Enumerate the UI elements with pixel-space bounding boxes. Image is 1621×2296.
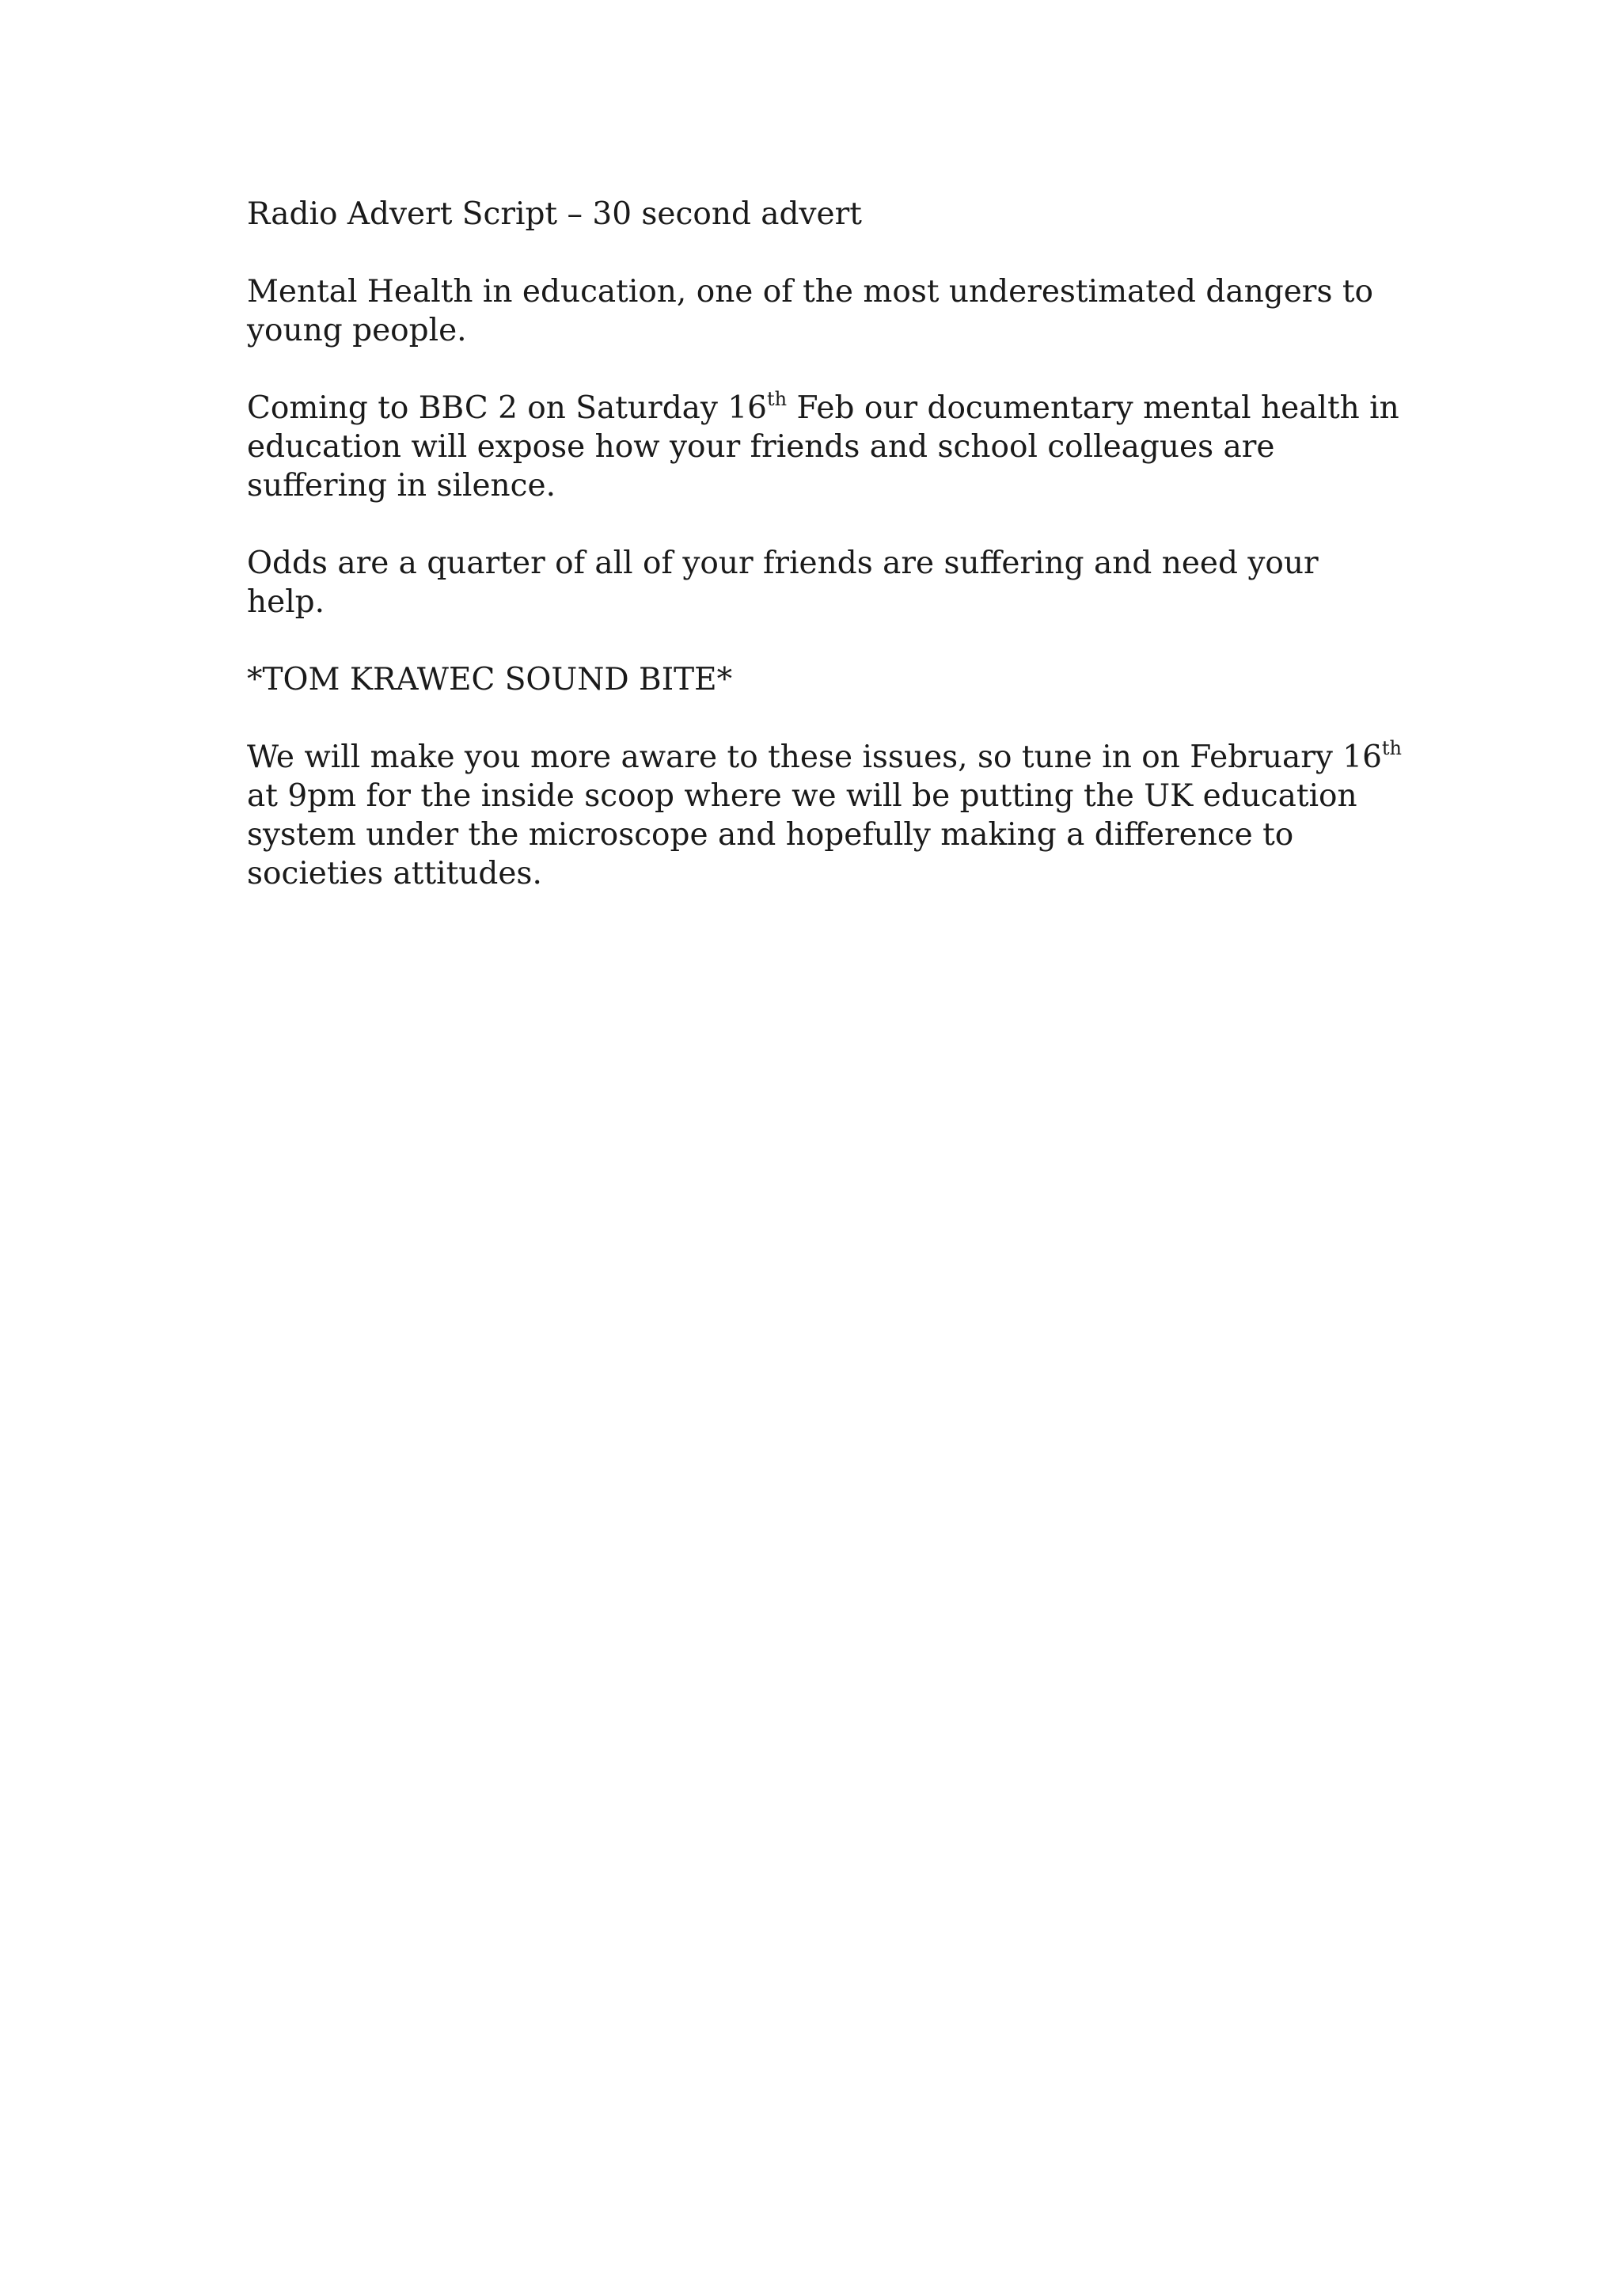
- paragraph-call-to-action-end: at 9pm for the inside scoop where we will be putting the UK education system under the microscope and hopefully making a difference to societies attitudes.: [247, 778, 1357, 891]
- paragraph-intro: Mental Health in education, one of the most underestimated dangers to young people.: [247, 274, 1374, 348]
- paragraph-call-to-action: [247, 738, 1403, 893]
- paragraph-broadcast-info-start: Coming to BBC 2 on Saturday 16: [247, 390, 767, 426]
- paragraph-odds: Odds are a quarter of all of your friends are suffering and need your help.: [247, 545, 1319, 620]
- date-ordinal-suffix-2: th: [1381, 737, 1403, 759]
- document-body: [247, 195, 1403, 932]
- script-title: Radio Advert Script – 30 second advert: [247, 196, 862, 232]
- paragraph-broadcast-info: [247, 389, 1403, 505]
- date-ordinal-suffix: th: [766, 388, 788, 410]
- sound-bite-cue: *TOM KRAWEC SOUND BITE*: [247, 662, 733, 698]
- paragraph-call-to-action-start: We will make you more aware to these issues, so tune in on February 16: [247, 739, 1382, 775]
- paragraph-broadcast-info-end: Feb our documentary mental health in education will expose how your friends and school colleagues are suffering in silence.: [247, 390, 1399, 504]
